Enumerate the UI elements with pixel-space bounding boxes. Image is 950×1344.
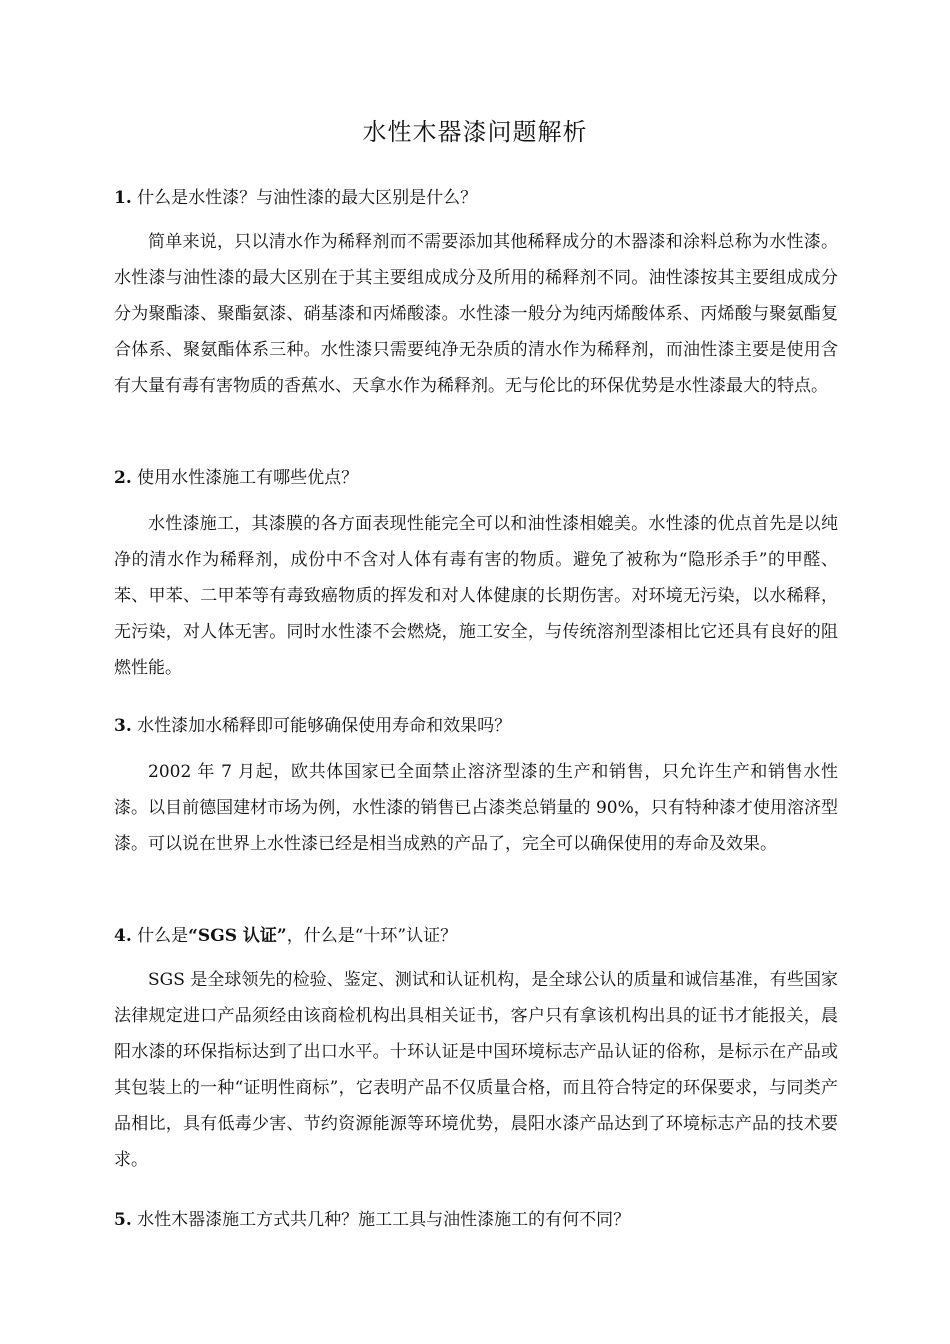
section-5-heading (114, 1208, 838, 1232)
document-title: 水性木器漆问题解析 (362, 118, 588, 146)
section-1-answer: 简单来说，只以清水作为稀释剂而不需要添加其他稀释成分的木器漆和涂料总称为水性漆。水性漆与油性漆的最大区别在于其主要组成成分及所用的稀释剂不同。油性漆按其主要组成成分分为聚酯漆、聚酯氨漆、硝基漆和丙烯酸漆。水性漆一般分为纯丙烯酸体系、丙烯酸与聚氨酯复合体系、聚氨酯体系三种。水性漆只需要纯净无杂质的清水作为稀释剂，而油性漆主要是使用含有大量有毒有害物质的香蕉水、天拿水作为稀释剂。无与伦比的环保优势是水性漆最大的特点。 (114, 232, 838, 396)
section-2-answer: 水性漆施工，其漆膜的各方面表现性能完全可以和油性漆相媲美。水性漆的优点首先是以纯净的清水作为稀释剂，成份中不含对人体有毒有害的物质。避免了被称为“隐形杀手”的甲醛、苯、甲苯、二甲苯等有毒致癌物质的挥发和对人体健康的长期伤害。对环境无污染，以水稀释，无污染，对人体无害。同时水性漆不会燃烧，施工安全，与传统溶剂型漆相比它还具有良好的阻燃性能。 (114, 514, 838, 678)
section-2-number: 2. (114, 468, 132, 488)
section-4-question-prefix: 什么是 (137, 926, 189, 946)
section-4-question-bold: “SGS 认证” (188, 926, 287, 946)
section-3-number: 3. (114, 716, 132, 736)
section-1-question: 什么是水性漆？与油性漆的最大区别是什么？ (137, 188, 478, 208)
section-4-question-suffix: ，什么是“十环”认证？ (286, 926, 458, 946)
section-2-heading (114, 466, 838, 490)
section-5-question: 水性木器漆施工方式共几种？施工工具与油性漆施工的有何不同？ (137, 1210, 631, 1230)
section-3-heading (114, 714, 838, 738)
section-3-question: 水性漆加水稀释即可能够确保使用寿命和效果吗？ (137, 716, 512, 736)
section-2-question: 使用水性漆施工有哪些优点？ (137, 468, 359, 488)
section-4-answer: SGS 是全球领先的检验、鉴定、测试和认证机构，是全球公认的质量和诚信基准，有些国家法律规定进口产品须经由该商检机构出具相关证书，客户只有拿该机构出具的证书才能报关，晨阳水漆的环保指标达到了出口水平。十环认证是中国环境标志产品认证的俗称，是标示在产品或其包装上的一种“证明性商标”，它表明产品不仅质量合格，而且符合特定的环保要求，与同类产品相比，具有低毒少害、节约资源能源等环境优势，晨阳水漆产品达到了环境标志产品的技术要求。 (114, 970, 838, 1170)
section-3-answer: 2002 年 7 月起，欧共体国家已全面禁止溶济型漆的生产和销售，只允许生产和销售水性漆。以目前德国建材市场为例，水性漆的销售已占漆类总销量的 90%，只有特种漆才使用溶济型漆。可以说在世界上水性漆已经是相当成熟的产品了，完全可以确保使用的寿命及效果。 (114, 762, 838, 854)
section-4-heading (114, 924, 838, 948)
section-1-heading (114, 186, 838, 210)
section-5-number: 5. (114, 1210, 132, 1230)
section-1-number: 1. (114, 188, 132, 208)
section-4-number: 4. (114, 926, 132, 946)
